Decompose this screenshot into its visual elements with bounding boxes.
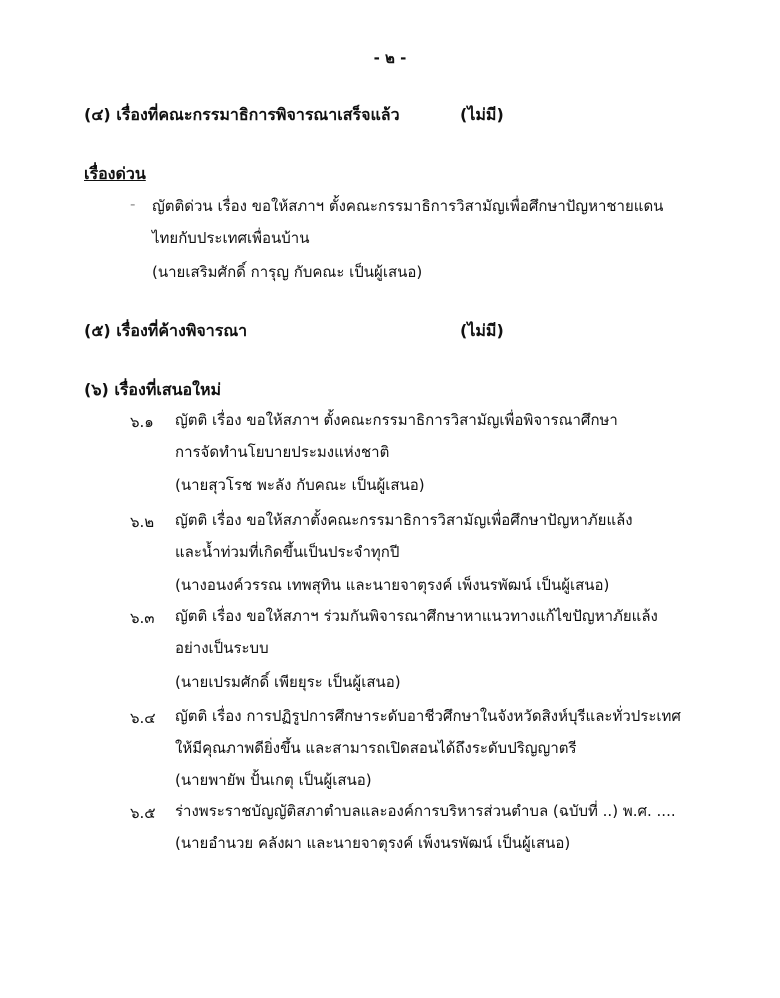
section-4-note: (ไม่มี) (460, 105, 504, 124)
item-line: (นายพายัพ ปั้นเกตุ เป็นผู้เสนอ) (175, 771, 372, 789)
item-line: อย่างเป็นระบบ (175, 639, 269, 657)
urgent-line-2: ไทยกับประเทศเพื่อนบ้าน (152, 229, 310, 247)
item-line: และน้ำท่วมที่เกิดขึ้นเป็นประจำทุกปี (175, 543, 400, 561)
item-number: ๖.๑ (130, 413, 154, 431)
urgent-heading: เรื่องด่วน (84, 164, 146, 183)
item-line: ญัตติ เรื่อง การปฏิรูปการศึกษาระดับอาชีวศึกษาในจังหวัดสิงห์บุรีและทั่วประเทศ (175, 707, 681, 725)
item-line: ร่างพระราชบัญญัติสภาตำบลและองค์การบริหารส่วนตำบล (ฉบับที่ ..) พ.ศ. .... (175, 802, 676, 820)
item-line: ญัตติ เรื่อง ขอให้สภาฯ ตั้งคณะกรรมาธิการวิสามัญเพื่อพิจารณาศึกษา (175, 411, 618, 429)
item-line: (นายสุวโรช พะลัง กับคณะ เป็นผู้เสนอ) (175, 476, 425, 494)
urgent-line-1: ญัตติด่วน เรื่อง ขอให้สภาฯ ตั้งคณะกรรมาธิการวิสามัญเพื่อศึกษาปัญหาชายแดน (152, 197, 664, 215)
item-number: ๖.๕ (130, 804, 156, 822)
item-line: (นายอำนวย คลังผา และนายจาตุรงค์ เพ็งนรพัฒน์ เป็นผู้เสนอ) (175, 834, 571, 852)
item-line: การจัดทำนโยบายประมงแห่งชาติ (175, 443, 390, 461)
item-line: (นางอนงค์วรรณ เทพสุทิน และนายจาตุรงค์ เพ็งนรพัฒน์ เป็นผู้เสนอ) (175, 576, 610, 594)
item-line: ญัตติ เรื่อง ขอให้สภาตั้งคณะกรรมาธิการวิสามัญเพื่อศึกษาปัญหาภัยแล้ง (175, 511, 633, 529)
item-number: ๖.๔ (130, 709, 156, 727)
item-line: (นายเปรมศักดิ์ เพียยุระ เป็นผู้เสนอ) (175, 673, 401, 691)
section-6-title: (๖) เรื่องที่เสนอใหม่ (84, 380, 222, 399)
item-line: ญัตติ เรื่อง ขอให้สภาฯ ร่วมกันพิจารณาศึกษาหาแนวทางแก้ไขปัญหาภัยแล้ง (175, 607, 658, 625)
section-5-note: (ไม่มี) (460, 321, 504, 340)
item-number: ๖.๓ (130, 609, 155, 627)
item-line: ให้มีคุณภาพดียิ่งขึ้น และสามารถเปิดสอนได้ถึงระดับปริญญาตรี (175, 739, 577, 757)
urgent-bullet: - (130, 195, 136, 213)
page-number: - ๒ - (373, 49, 407, 67)
section-5-title: (๕) เรื่องที่ค้างพิจารณา (84, 321, 248, 340)
section-4-title: (๔) เรื่องที่คณะกรรมาธิการพิจารณาเสร็จแล้ว (84, 105, 400, 124)
item-number: ๖.๒ (130, 513, 155, 531)
urgent-line-3: (นายเสริมศักดิ์ การุญ กับคณะ เป็นผู้เสนอ) (152, 263, 423, 281)
